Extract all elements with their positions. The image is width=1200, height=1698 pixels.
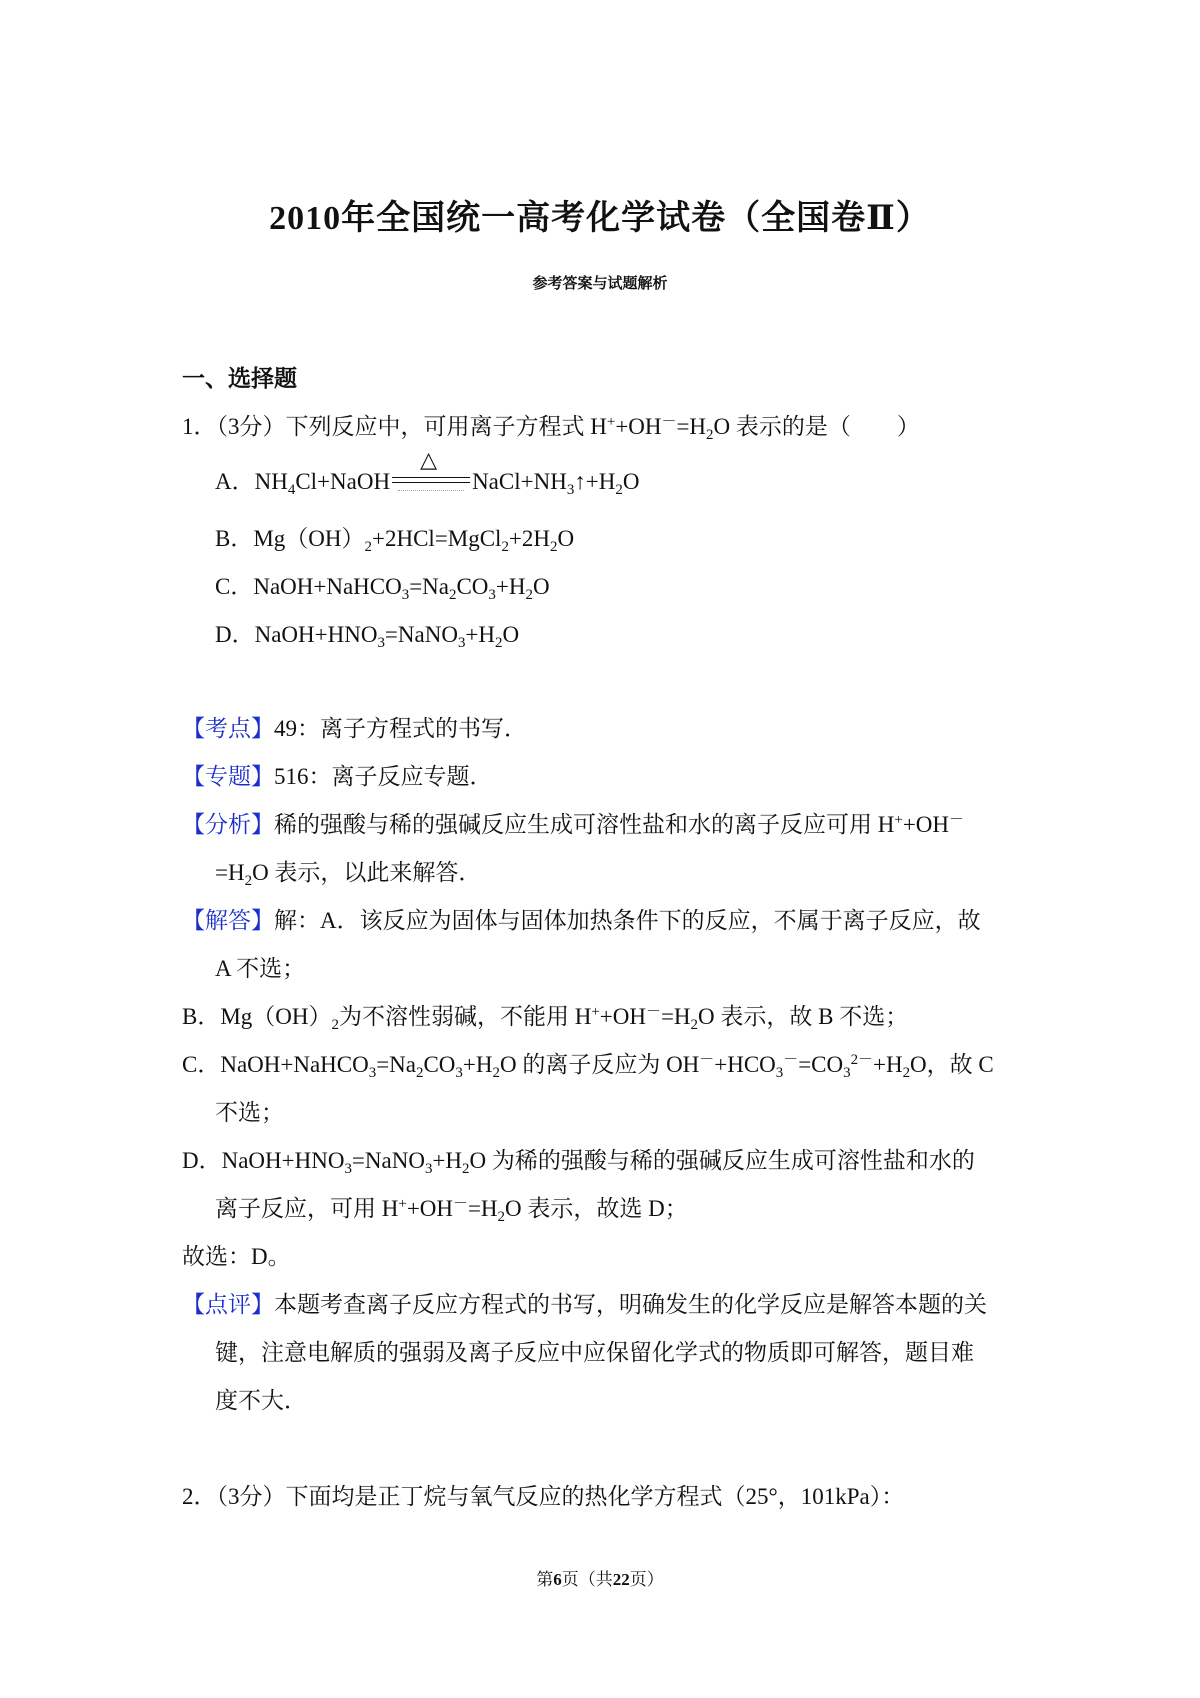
q1-option-b: B．$Mg(OH)_2+2HCl=MgCl_2+2H_2O$ xyxy=(215,526,575,556)
heat-arrow-icon: △ xyxy=(392,471,470,491)
section-heading: 一、选择题 xyxy=(182,366,297,391)
zhuanti-line: 【专题】516：离子反应专题． xyxy=(182,764,493,789)
fenxi-line-2: $=H_2O$ 表示，以此来解答． xyxy=(215,860,482,890)
kaodian-line: 【考点】49：离子方程式的书写． xyxy=(182,716,527,741)
conclusion: 故选：D。 xyxy=(182,1244,291,1269)
fenxi-line-1: 【分析】稀的强酸与稀的强碱反应生成可溶性盐和水的离子反应可用 H++OH－ xyxy=(182,811,964,837)
dianping-tag: 【点评】 xyxy=(182,1292,274,1317)
dianping-line-3: 度不大． xyxy=(215,1388,307,1413)
page-number: 6 xyxy=(553,1570,562,1589)
page-title: 2010年全国统一高考化学试卷（全国卷Ⅱ） xyxy=(269,200,931,237)
q1-option-d: D．$NaOH+HNO_3=NaNO_3+H_2O$ xyxy=(215,622,520,652)
zhuanti-tag: 【专题】 xyxy=(182,764,274,789)
jieda-d-line-1: D．$NaOH+HNO_3=NaNO_3+H_2O$ 为稀的强酸与稀的强碱反应生成可溶性盐和水的 xyxy=(182,1148,975,1178)
q2-stem: 2．（3分）下面均是正丁烷与氧气反应的热化学方程式（25°，101kPa）： xyxy=(182,1484,905,1509)
jieda-tag: 【解答】 xyxy=(182,908,274,933)
dianping-line-1: 【点评】本题考查离子反应方程式的书写，明确发生的化学反应是解答本题的关 xyxy=(182,1292,987,1317)
dianping-line-2: 键，注意电解质的强弱及离子反应中应保留化学式的物质即可解答，题目难 xyxy=(215,1340,974,1365)
jieda-line-1: 【解答】解：A．该反应为固体与固体加热条件下的反应，不属于离子反应，故 xyxy=(182,908,981,933)
q1-stem: 1．（3分）下列反应中，可用离子方程式 $H^++OH^-=H_2O$ 表示的是（ ） xyxy=(182,413,920,444)
jieda-d-line-2: 离子反应，可用 $H^++OH^-=H_2O$ 表示，故选 D； xyxy=(215,1195,688,1226)
page-footer: 第6页（共22页） xyxy=(536,1570,664,1589)
jieda-b-line: B．$Mg(OH)_2$为不溶性弱碱，不能用 $H^++OH^-=H_2O$ 表示，故 B 不选； xyxy=(182,1003,909,1034)
kaodian-tag: 【考点】 xyxy=(182,716,274,741)
page-subtitle: 参考答案与试题解析 xyxy=(532,276,668,292)
jieda-c-line-1: C．$NaOH+NaHCO_3=Na_2CO_3+H_2O$ 的离子反应为 $OH^-+HCO_3^-=CO_3^{2-}+H_2O$，故 C xyxy=(182,1051,994,1082)
fenxi-tag: 【分析】 xyxy=(182,812,274,837)
q1-option-a: A．$NH_4Cl+NaOH$ △ $NaCl+NH_3↑+H_2O$ xyxy=(215,447,640,499)
jieda-line-2: A 不选； xyxy=(215,956,306,981)
page-total: 22 xyxy=(612,1570,630,1589)
jieda-c-line-2: 不选； xyxy=(215,1100,284,1125)
q1-option-c: C．$NaOH+NaHCO_3=Na_2CO_3+H_2O$ xyxy=(215,574,550,604)
